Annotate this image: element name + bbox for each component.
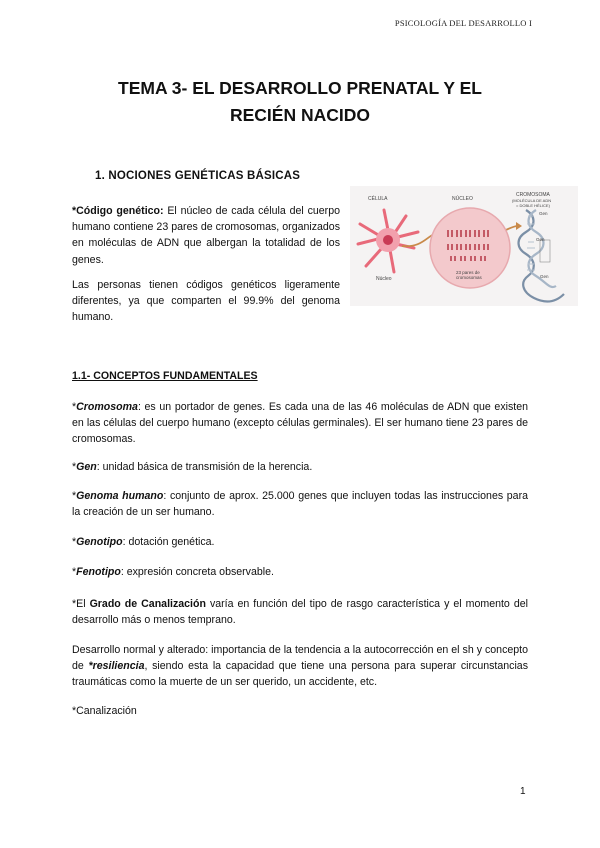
fenotipo-star: *	[72, 566, 77, 578]
grado-text: varía en función del tipo de rasgo característica y el momento del desarrollo más o menos temprano.	[72, 598, 528, 627]
term-genotipo: Genotipo	[76, 536, 123, 548]
codigo-genetico-text: El núcleo de cada célula del cuerpo humano contiene 23 pares de cromosomas, organizados en moléculas de ADN que albergan la totalidad de los genes.	[72, 205, 340, 266]
page-title	[0, 75, 600, 129]
genoma-star: *	[72, 490, 77, 502]
label-nucleo-caption: Núcleo	[376, 276, 392, 282]
term-grado-canalizacion: Grado de Canalización	[89, 598, 206, 610]
paragraph-grado-canalizacion	[72, 596, 528, 628]
dna-helix-icon	[519, 210, 565, 301]
label-cromosomas: cromosomas	[456, 275, 482, 280]
gen-star: *	[72, 461, 77, 473]
genotipo-text: : dotación genética.	[122, 536, 215, 548]
label-cromosoma-sub1: (MOLÉCULA DE ADN	[512, 198, 552, 203]
label-cromosoma-sub2: = DOBLE HÉLICE)	[516, 203, 550, 208]
term-codigo-genetico: *Código genético:	[72, 205, 164, 217]
paragraph-genotipo	[72, 534, 528, 550]
paragraph-canalizacion: *Canalización	[72, 705, 137, 717]
subheading-conceptos: 1.1- CONCEPTOS FUNDAMENTALES	[72, 370, 258, 382]
nucleus-icon	[430, 208, 510, 288]
genotipo-star: *	[72, 536, 77, 548]
fenotipo-text: : expresión concreta observable.	[120, 566, 274, 578]
label-gen-3: Gen	[540, 274, 549, 279]
paragraph-codigo-genetico	[72, 203, 340, 268]
term-cromosoma: Cromosoma	[76, 401, 138, 413]
genoma-text: : conjunto de aprox. 25.000 genes que incluyen todas las instrucciones para la creación de un ser humano.	[72, 490, 528, 519]
label-celula: CÉLULA	[368, 196, 388, 202]
page-number: 1	[520, 786, 526, 797]
term-resiliencia: *resiliencia	[88, 660, 145, 673]
genetics-illustration-svg	[350, 186, 578, 306]
label-gen-1: Gen	[539, 211, 548, 216]
paragraph-gen	[72, 459, 528, 475]
running-header: PSICOLOGÍA DEL DESARROLLO I	[394, 18, 532, 28]
gen-text: : unidad básica de transmisión de la herencia.	[96, 461, 313, 473]
label-23-pares: 23 pares de	[456, 270, 480, 275]
paragraph-desarrollo	[72, 642, 528, 691]
cromosoma-text: : es un portador de genes. Es cada una de las 46 moléculas de ADN que existen en las células del cuerpo humano (excepto células germinales). El ser humano tiene 23 pares de cromosomas.	[72, 401, 528, 446]
paragraph-cromosoma	[72, 399, 528, 448]
paragraph-genoma	[72, 488, 528, 520]
cromosoma-star: *	[72, 401, 77, 413]
term-fenotipo: Fenotipo	[76, 566, 121, 578]
paragraph-personas: Las personas tienen códigos genéticos ligeramente diferentes, ya que comparten el 99.9% del genoma humano.	[72, 279, 340, 324]
section-heading-nociones: 1. NOCIONES GENÉTICAS BÁSICAS	[95, 170, 301, 182]
title-line-2: RECIÉN NACIDO	[229, 105, 370, 125]
title-line-1: TEMA 3- EL DESARROLLO PRENATAL Y EL	[118, 78, 482, 98]
desarrollo-text-2: , siendo esta la capacidad que tiene una persona para superar circunstancias traumáticas como la muerte de un ser querido, un accidente, etc.	[72, 660, 528, 689]
desarrollo-text-1: Desarrollo normal y alterado: importancia de la tendencia a la autocorrección en el sh y concepto de	[72, 644, 528, 673]
term-genoma: Genoma humano	[76, 490, 164, 502]
paragraph-fenotipo	[72, 564, 528, 580]
label-nucleo: NÚCLEO	[452, 196, 473, 202]
label-gen-2: Gen	[536, 237, 545, 242]
grado-prefix: *El	[72, 598, 90, 610]
label-cromosoma: CROMOSOMA	[516, 192, 550, 198]
term-gen: Gen	[76, 461, 97, 473]
genetics-illustration	[350, 186, 578, 306]
